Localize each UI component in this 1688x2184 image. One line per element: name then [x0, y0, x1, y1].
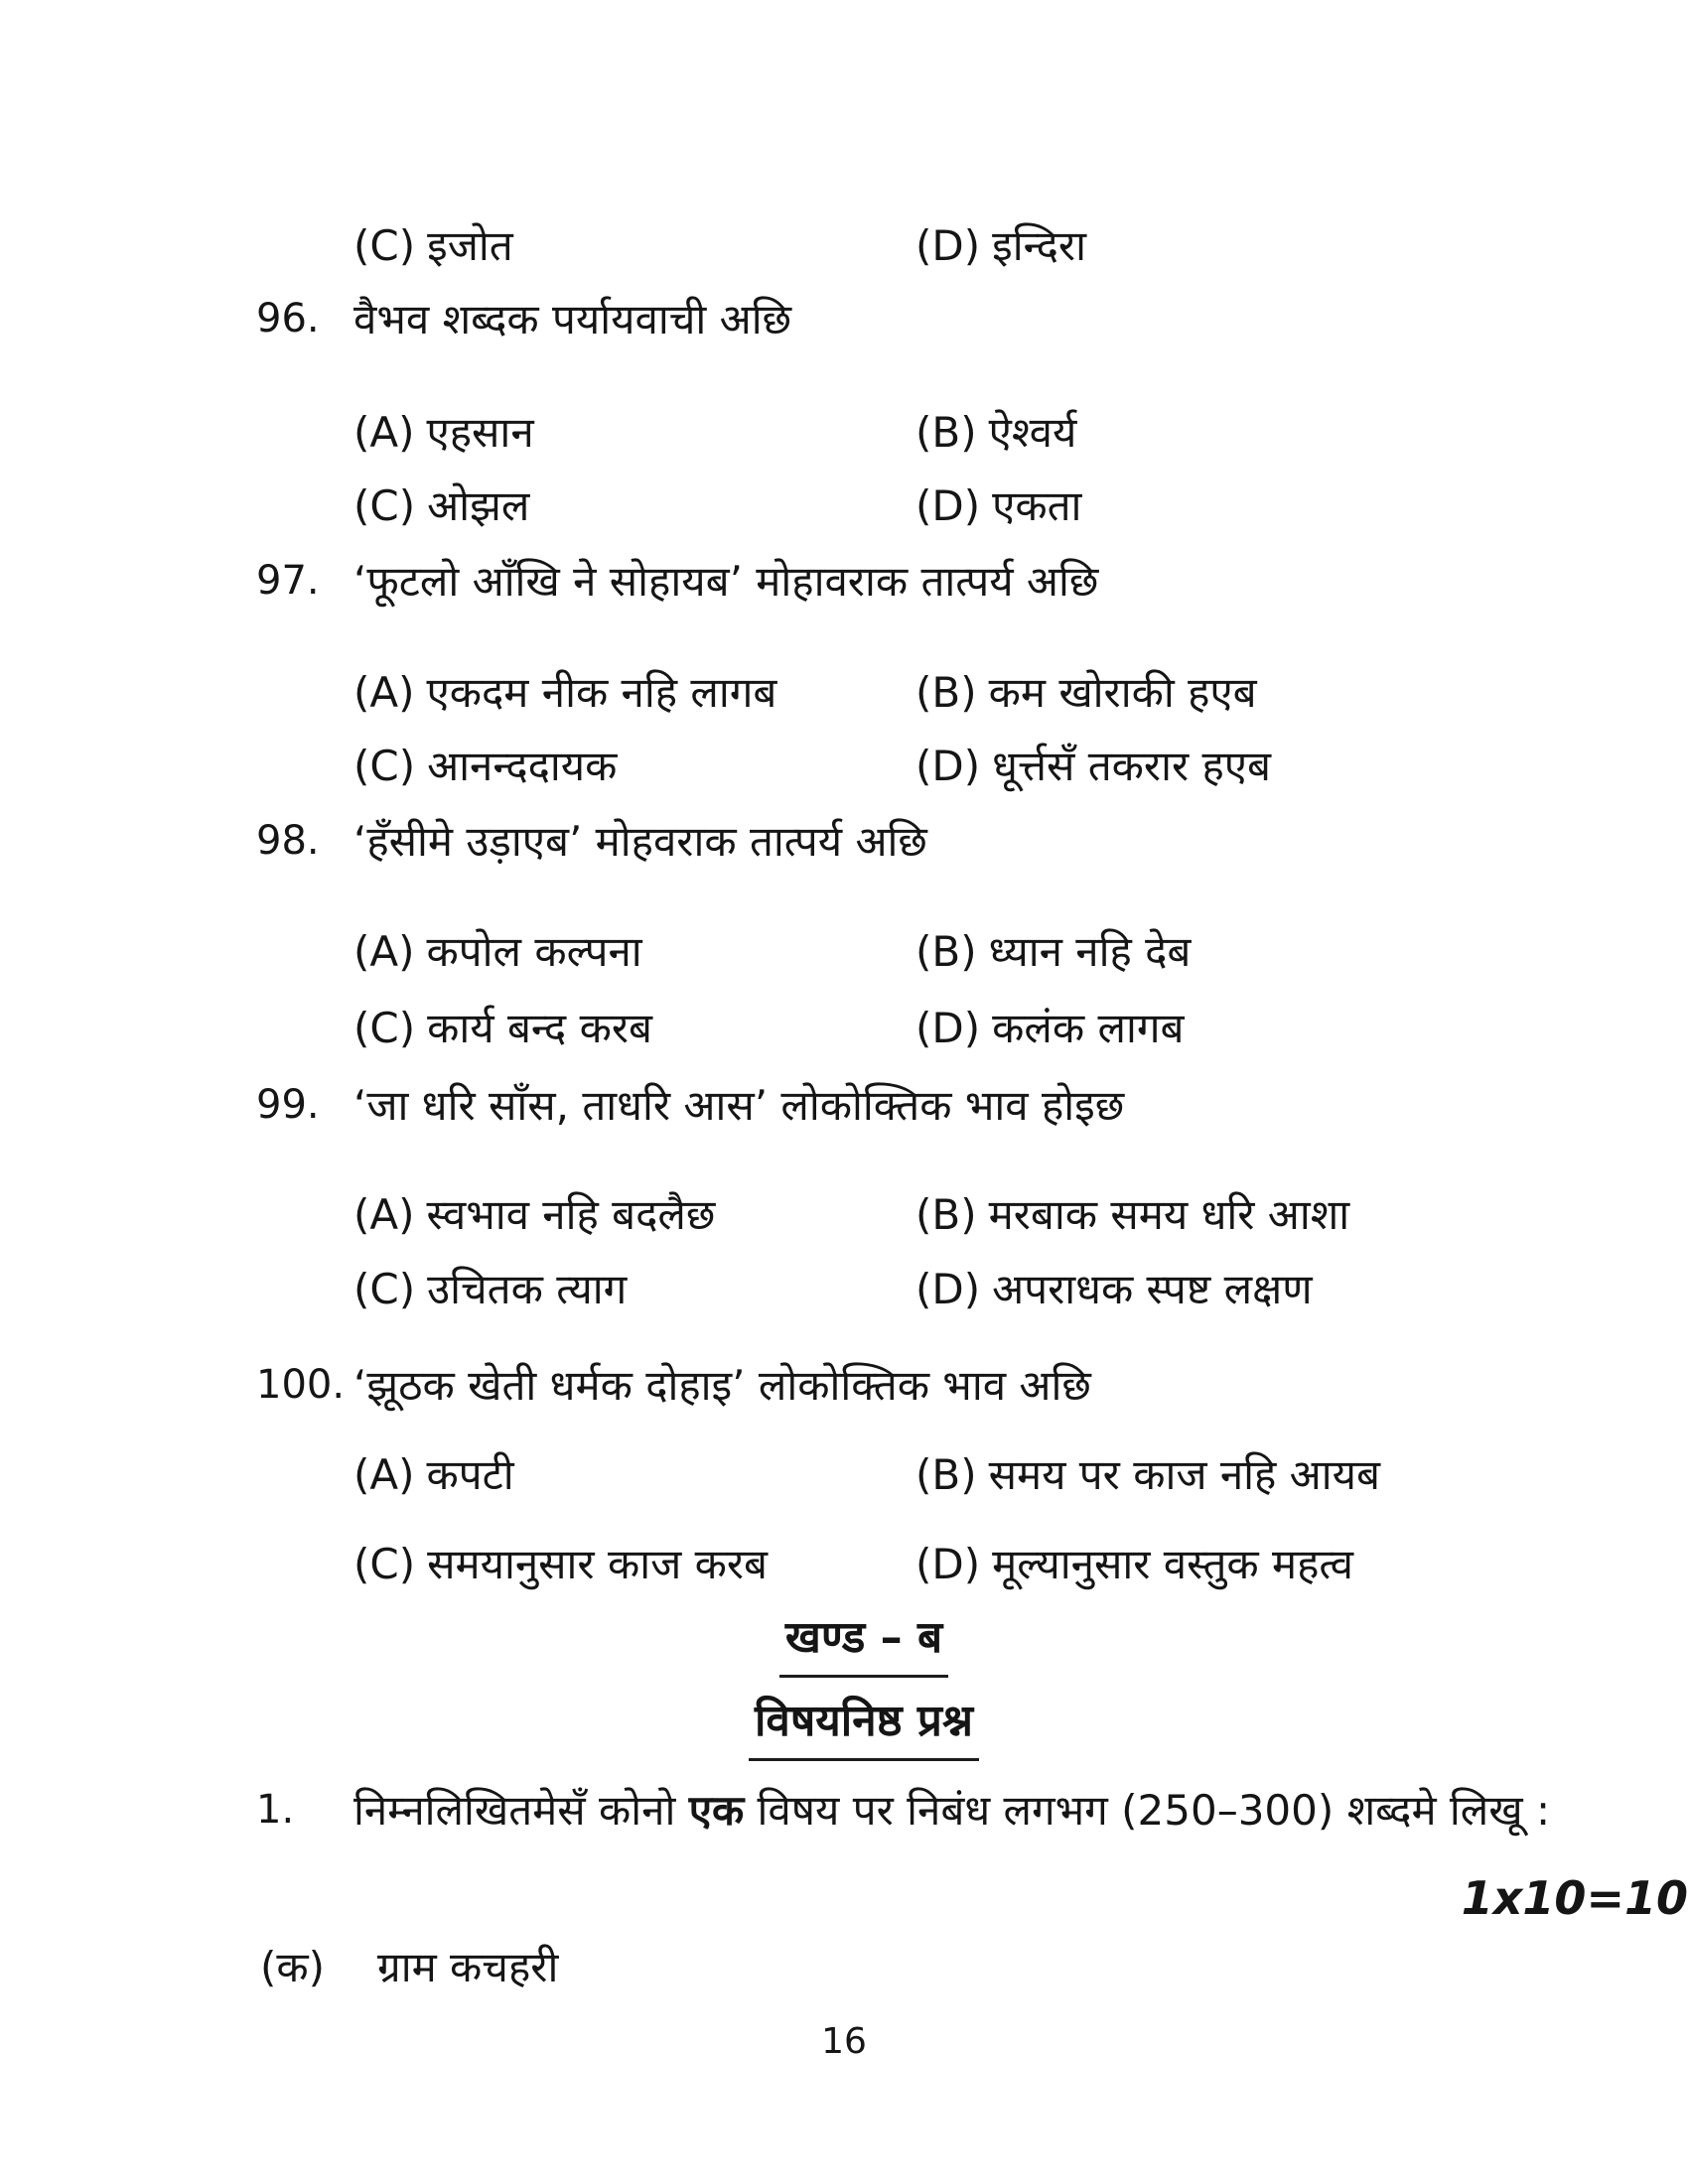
question-text: ‘फूटलो आँखि ने सोहायब’ मोहावराक तात्पर्य अछि [353, 557, 1099, 606]
option-c-text: इजोत [427, 221, 513, 270]
option-d-text: अपराधक स्पष्ट लक्षण [992, 1265, 1313, 1313]
option-c-label: (C) [353, 1004, 416, 1052]
question-text: ‘जा धरि साँस, ताधरि आस’ लोकोक्तिक भाव होइछ [353, 1081, 1125, 1130]
sub-item-text: ग्राम कचहरी [377, 1943, 559, 1991]
option-c-text: कार्य बन्द करब [427, 1004, 652, 1052]
option-b-text: ऐश्वर्य [988, 408, 1077, 457]
question-number: 99. [256, 1082, 320, 1128]
option-c-label: (C) [353, 1540, 416, 1588]
option-a-text: कपोल कल्पना [426, 927, 642, 976]
option-d [915, 1539, 1353, 1591]
question-text [353, 1785, 1551, 1838]
option-d [915, 220, 1086, 273]
sub-item-label: (क) [260, 1943, 326, 1991]
question-text: वैभव शब्दक पर्यायवाची अछि [353, 295, 792, 343]
option-b [915, 1449, 1380, 1502]
option-a-text: एकदम नीक नहि लागब [426, 668, 777, 717]
option-c-text: ओझल [427, 481, 530, 530]
question-number: 98. [256, 818, 320, 864]
option-a [353, 407, 534, 460]
section-title-row [40, 1610, 1688, 1678]
option-c-label: (C) [353, 742, 416, 790]
option-b [915, 926, 1191, 979]
option-d-label: (D) [915, 1540, 981, 1588]
option-d-text: इन्दिरा [992, 221, 1086, 270]
option-b-label: (B) [915, 1190, 977, 1239]
option-a [353, 1189, 715, 1242]
option-a-label: (A) [353, 668, 415, 717]
option-d-label: (D) [915, 1265, 981, 1313]
option-a-label: (A) [353, 1190, 415, 1239]
option-c-label: (C) [353, 481, 416, 530]
option-c [353, 1264, 627, 1316]
option-c [353, 741, 617, 793]
option-d-label: (D) [915, 1004, 981, 1052]
option-d [915, 1003, 1184, 1055]
option-c-text: समयानुसार काज करब [427, 1540, 769, 1588]
option-a-label: (A) [353, 927, 415, 976]
section-subtitle: विषयनिष्ठ प्रश्न [749, 1694, 979, 1761]
option-c [353, 1003, 652, 1055]
question-number: 1. [256, 1787, 295, 1833]
question-text-bold: एक [688, 1786, 745, 1835]
option-c-text: आनन्ददायक [427, 742, 618, 790]
question-number: 97. [256, 558, 320, 604]
section-subtitle-row [40, 1694, 1688, 1761]
option-a [353, 1449, 514, 1502]
question-text-after: विषय पर निबंध लगभग (250–300) शब्दमे लिखू : [744, 1786, 1551, 1835]
question-text: ‘हँसीमे उड़ाएब’ मोहवराक तात्पर्य अछि [353, 817, 927, 866]
option-c-text: उचितक त्याग [427, 1265, 628, 1313]
question-text: ‘झूठक खेती धर्मक दोहाइ’ लोकोक्तिक भाव अछि [353, 1361, 1091, 1410]
question-number: 96. [256, 296, 320, 341]
option-d-text: धूर्त्तसँ तकरार हएब [992, 742, 1272, 790]
question-number: 100. [256, 1362, 346, 1408]
section-title: खण्ड – ब [779, 1610, 948, 1678]
option-b [915, 667, 1257, 720]
option-b-label: (B) [915, 1450, 977, 1499]
option-d-label: (D) [915, 221, 981, 270]
option-a [353, 926, 642, 979]
option-d-text: कलंक लागब [992, 1004, 1185, 1052]
option-b-label: (B) [915, 408, 977, 457]
option-a-text: एहसान [426, 408, 534, 457]
option-c-label: (C) [353, 1265, 416, 1313]
option-d [915, 741, 1271, 793]
page-number: 16 [821, 2021, 867, 2062]
option-d [915, 1264, 1313, 1316]
option-a-text: स्वभाव नहि बदलैछ [426, 1190, 716, 1239]
option-b-text: मरबाक समय धरि आशा [988, 1190, 1350, 1239]
option-a-text: कपटी [426, 1450, 514, 1499]
option-b [915, 1189, 1349, 1242]
option-c [353, 480, 529, 533]
marks-label: 1x10=10 [1461, 1871, 1688, 1925]
option-d [915, 480, 1081, 533]
option-b [915, 407, 1076, 460]
option-d-text: एकता [992, 481, 1082, 530]
option-b-text: कम खोराकी हएब [988, 668, 1257, 717]
option-d-label: (D) [915, 742, 981, 790]
option-a-label: (A) [353, 1450, 415, 1499]
option-d-text: मूल्यानुसार वस्तुक महत्व [992, 1540, 1353, 1588]
option-b-text: समय पर काज नहि आयब [988, 1450, 1380, 1499]
option-b-label: (B) [915, 668, 977, 717]
option-b-text: ध्यान नहि देब [988, 927, 1192, 976]
option-a-label: (A) [353, 408, 415, 457]
question-text-before: निम्नलिखितमेसँ कोनो [353, 1786, 689, 1835]
option-d-label: (D) [915, 481, 981, 530]
option-c [353, 1539, 768, 1591]
option-b-label: (B) [915, 927, 977, 976]
option-c [353, 220, 513, 273]
option-a [353, 667, 776, 720]
option-c-label: (C) [353, 221, 416, 270]
